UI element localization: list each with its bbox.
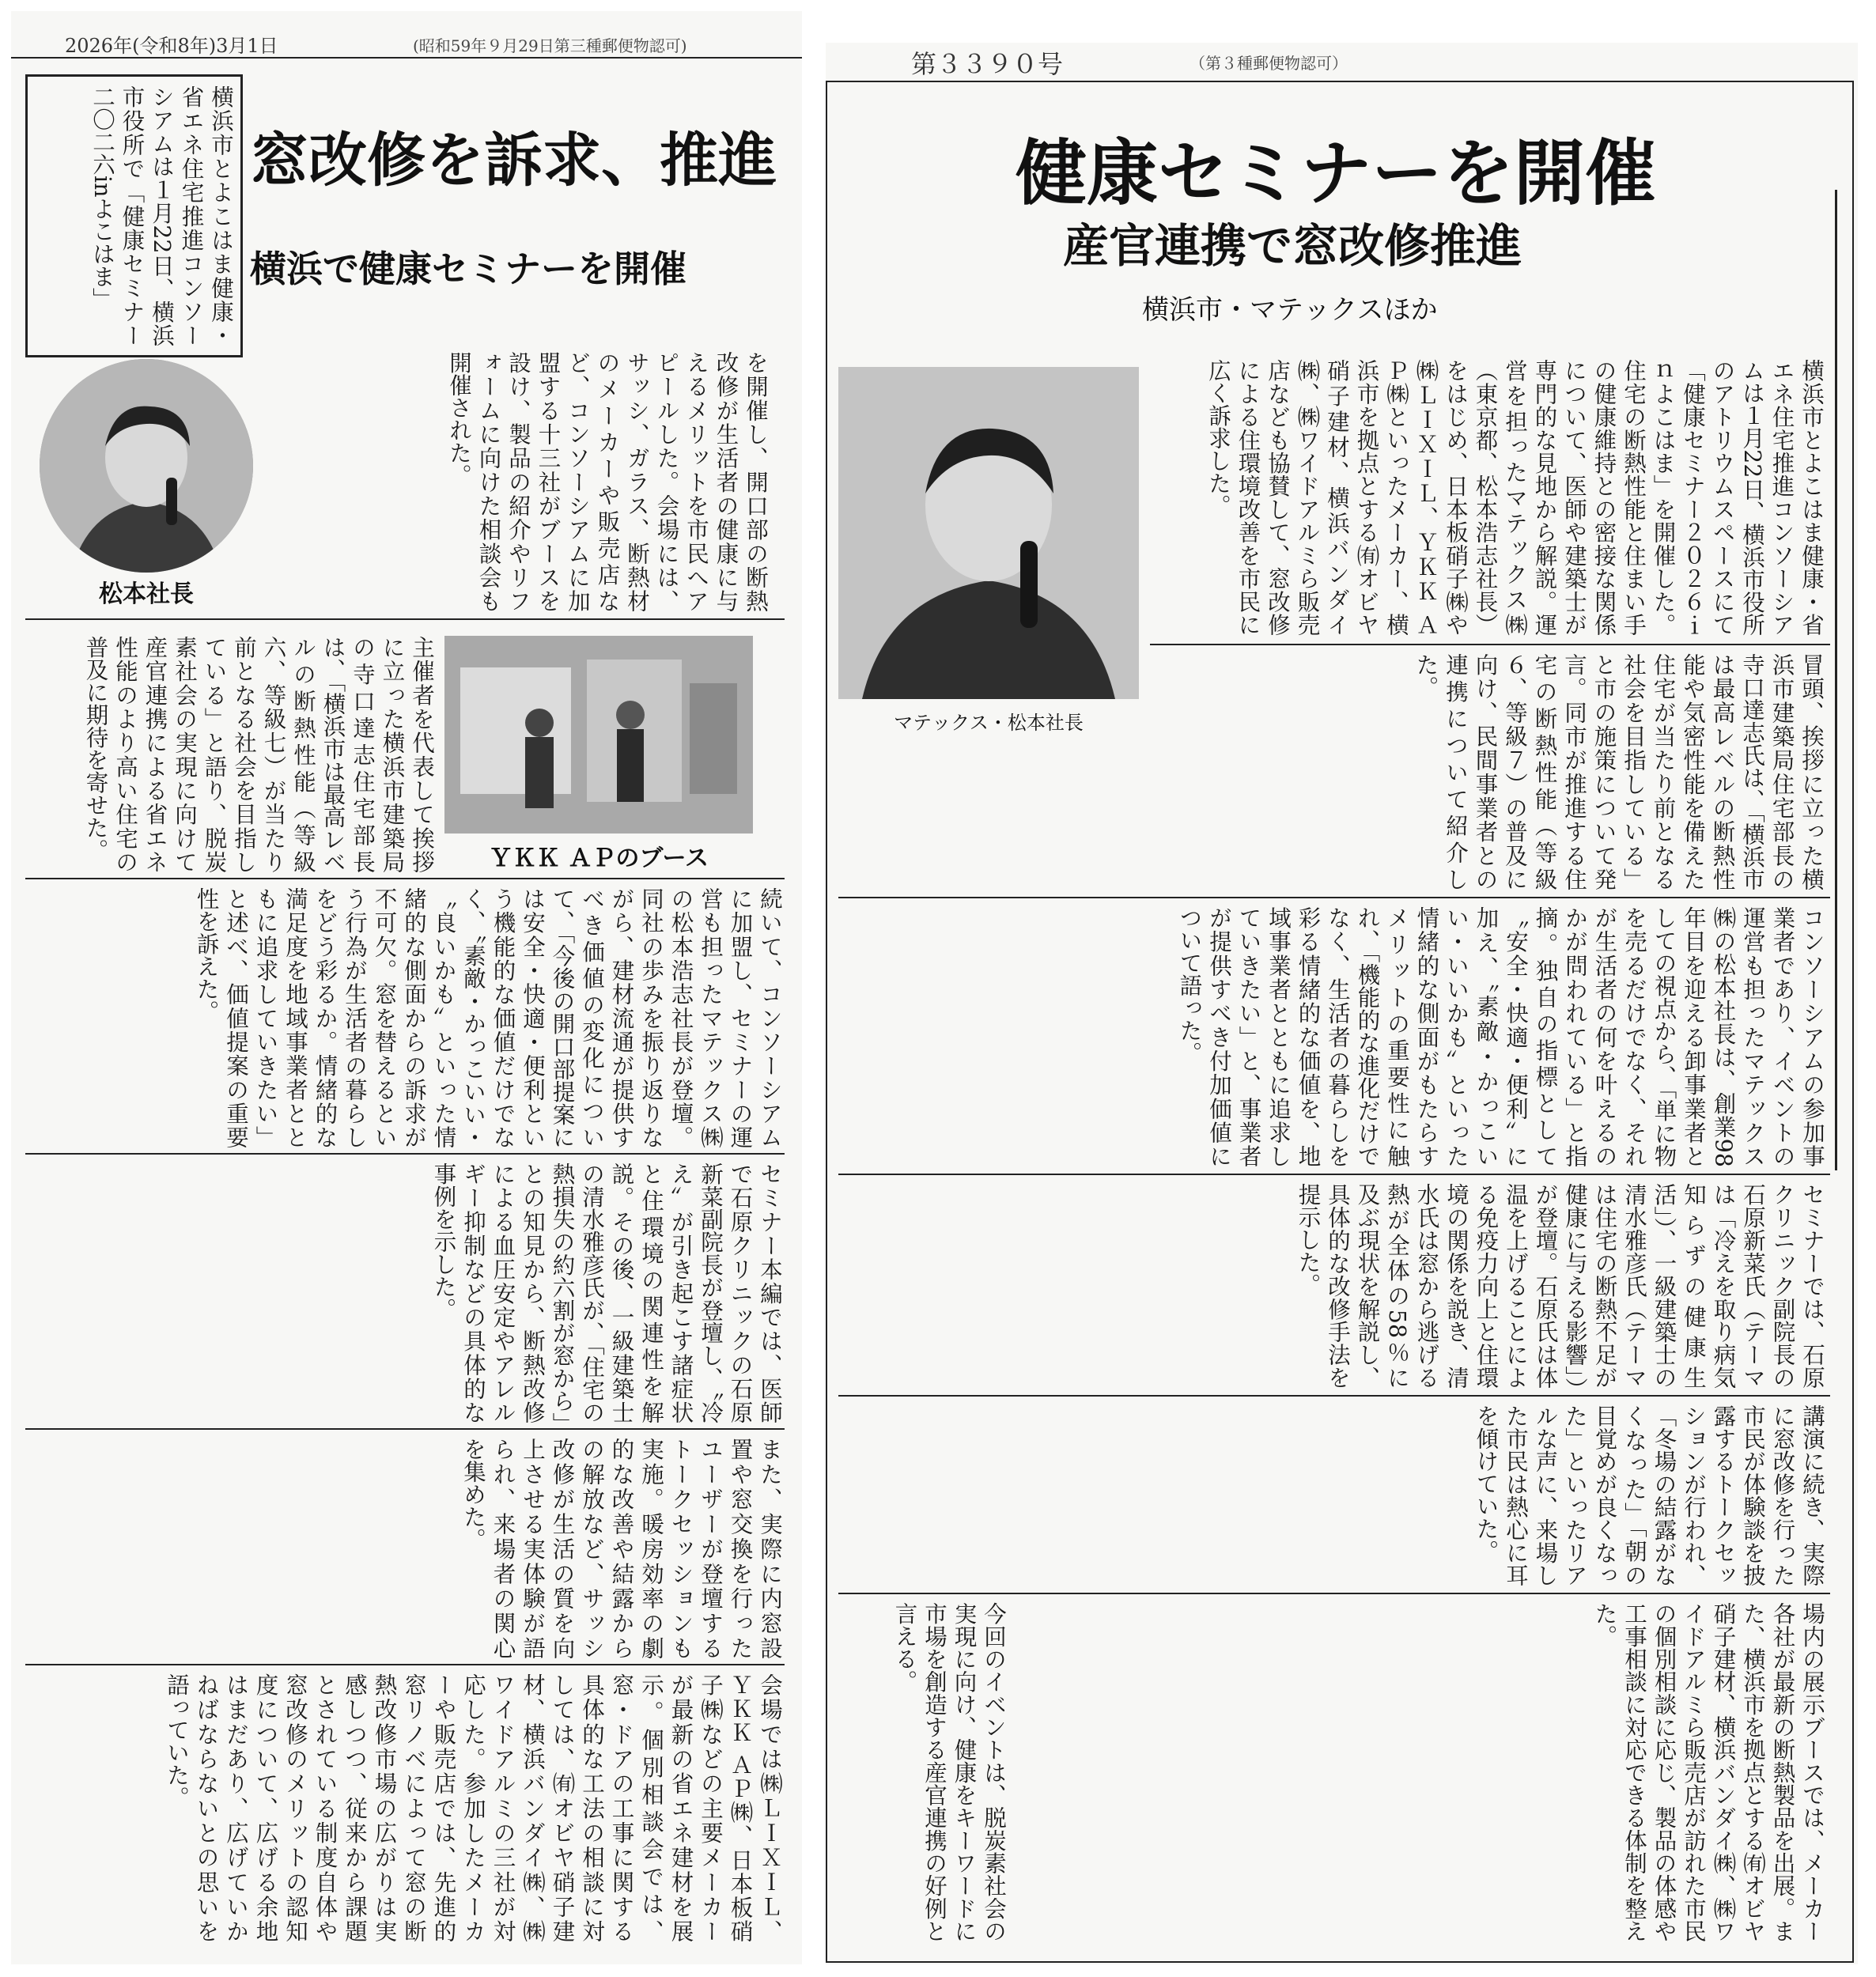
right-tier-rule-4 <box>838 1395 1830 1397</box>
right-paragraph-3: コンソーシアムの参加事業者であり、イベントの運営も担ったマテックス㈱の松本社長は、創業98年目を迎える卸事業者としての視点から、「単に物を売るだけでなく、それが生活者の何を叶えるのかが問われている」と指摘。独自の指標として〝安全・快適・便利〟に加え、〝素敵・かっこいい・いいかも〟といった情緒的な側面がもたらすメリットの重要性に触れ、「機能的な進化だけでなく、生活者の暮らしを彩る情緒的な価値を、地域事業者とともに追求していきたい」と、事業者が提供すべき付加価値について語った。 <box>1176 906 1825 1167</box>
left-portrait-caption: 松本社長 <box>99 580 194 608</box>
right-paragraph-7: 今回のイベントは、脱炭素社会の実現に向け、健康をキーワードに市場を創造する産官連携の好例と言える。 <box>891 1602 1007 1942</box>
left-top-rule <box>11 57 802 59</box>
left-booth-caption: ＹＫＫ ＡＰのブース <box>488 845 709 872</box>
left-paragraph-1: を開催し、開口部の断熱改修が生活者の健康に与えるメリットを市民へアピールした。会場には、サッシ、ガラス、断熱材のメーカーや販売店など、コンソーシアムに加盟する十三社がブースを設け、製品の紹介やリフォームに向けた相談会も開催された。 <box>446 351 769 612</box>
person-illustration <box>838 367 1139 699</box>
left-lead-text: 横浜市とよこはま健康・省エネ住宅推進コンソーシアムは１月22日、横浜市役所で「健康セミナー二〇二六inよこはま」 <box>89 85 234 346</box>
left-tier-rule-3 <box>25 1153 785 1155</box>
left-tier-rule-5 <box>25 1664 785 1665</box>
person-illustration <box>40 359 253 573</box>
right-byline: 横浜市・マテックスほか <box>1142 294 1438 326</box>
left-paragraph-3: 続いて、コンソーシアムに加盟し、セミナーの運営も担ったマテックス㈱の松本浩志社長が登壇。同社の歩みを振り返りながら、建材流通が提供すべき価値の変化について、「今後の開口部提案には安全・快適・便利という機能的な価値だけでなく、〝素敵・かっこいい・〝良いかも〟といった情緒的な側面からの訴求が不可欠。窓を替えるという行為が生活者の暮らしをどう彩るか。情緒的な満足度を地域事業者とともに追求していきたい」と述べ、価値提案の重要性を訴えた。 <box>193 887 783 1148</box>
left-paragraph-2: 主催者を代表して挨拶に立った横浜市建築局の寺口達志住宅部長は、「横浜市は最高レベルの断熱性能（等級六、等級七）が当たり前となる社会を目指している」と語り、脱炭素社会の実現に向けて産官連携による省エネ性能のより高い住宅の普及に期待を寄せた。 <box>82 636 435 873</box>
right-tier-rule-5 <box>838 1593 1830 1594</box>
right-issue-number: 第３３９０号 <box>911 49 1064 79</box>
right-paragraph-2: 冒頭、挨拶に立った横浜市建築局住宅部長の寺口達志氏は、「横浜市は最高レベルの断熱性能や気密性能を備えた住宅が当たり前となる社会を目指している」と市の施策について発言。同市が推進する住宅の断熱性能（等級６、等級７）の普及に向け、民間事業者との連携について紹介した。 <box>1413 653 1825 890</box>
left-headline: 窓改修を訴求、推進 <box>250 127 777 195</box>
booth-illustration <box>444 636 753 834</box>
left-permit-note: (昭和59年９月29日第三種郵便物認可) <box>413 36 687 55</box>
right-paragraph-1: 横浜市とよこはま健康・省エネ住宅推進コンソーシアムは１月22日、横浜市役所のアトリウムスペースにて「健康セミナー２０２６ｉｎよこはま」を開催した。住宅の断熱性能と住まい手の健康維持との密接な関係について、医師や建築士が専門的な見地から解説。運営を担ったマテックス㈱（東京都、松本浩志社長）をはじめ、日本板硝子㈱や㈱ＬＩＸＩＬ、ＹＫＫ ＡＰ㈱といったメーカー、横浜市を拠点とする㈲オビヤ硝子建材、横浜バンダイ㈱、㈱ワイドアルミら販売店なども協賛して、窓改修による住環境改善を市民に広く訴求した。 <box>1205 359 1825 636</box>
left-clipping <box>11 11 802 1964</box>
right-tier-rule-3 <box>838 1174 1830 1175</box>
right-paragraph-5: 講演に続き、実際に窓改修を行った市民が体験談を披露するトークセッションが行われ、「冬場の結露がなくなった」「朝の目覚めが良くなった」といったリアルな声に、来場した市民は熱心に耳を傾けていた。 <box>1473 1404 1825 1586</box>
right-photo-caption: マテックス・松本社長 <box>894 712 1084 734</box>
right-headline-rule <box>1835 190 1837 1170</box>
right-portrait-photo <box>838 367 1139 699</box>
right-headline: 健康セミナーを開催 <box>1016 132 1656 215</box>
left-portrait-photo <box>40 359 253 573</box>
right-tier-rule-1 <box>1150 644 1830 645</box>
left-tier-rule-2 <box>25 878 785 879</box>
left-paragraph-4: セミナー本編では、医師で石原クリニックの石原新菜副院長が登壇し、〝冷え〟が引き起こす諸症状と住環境の関連性を解説。その後、一級建築士の清水雅彦氏が、「住宅の熱損失の約六割が窓から」との知見から、断熱改修による血圧安定やアレルギー抑制などの具体的な事例を示した。 <box>430 1162 783 1423</box>
left-paragraph-5: また、実際に内窓設置や窓交換を行ったユーザーが登壇するトークセッションも実施。暖房効率の劇的な改善や結露からの解放など、サッシ改修が生活の質を向上させる実体験が語られ、来場者の関心を集めた。 <box>460 1438 783 1659</box>
right-permit-note: （第３種郵便物認可） <box>1190 54 1348 73</box>
right-tier-rule-2 <box>838 897 1830 898</box>
left-tier-rule-1 <box>25 618 785 620</box>
right-paragraph-6: 場内の展示ブースでは、メーカー各社が最新の断熱製品を出展。また、横浜市を拠点とする㈲オビヤ硝子建材、横浜バンダイ㈱、㈱ワイドアルミら販売店が訪れた市民の個別相談に応じ、製品の体感や工事相談に対応できる体制を整えた。 <box>1591 1602 1825 1942</box>
right-subheadline: 産官連携で窓改修推進 <box>1063 219 1522 273</box>
left-subheadline: 横浜で健康セミナーを開催 <box>250 248 686 290</box>
left-booth-photo <box>444 636 753 834</box>
right-clipping <box>826 43 1858 1964</box>
left-paragraph-6: 会場では㈱ＬＩＸＩＬ、ＹＫＫ ＡＰ㈱、日本板硝子㈱などの主要メーカーが最新の省エネ建材を展示。個別相談会では、窓・ドアの工事に関する具体的な工法の相談に対しては、㈲オビヤ硝子建材、横浜バンダイ㈱、㈱ワイドアルミの三社が対応した。参加したメーカーや販売店では、先進的窓リノベによって窓の断熱改修市場の広がりは実感しつつ、従来から課題とされている制度自体や窓改修のメリットの認知度について、広げる余地はまだあり、広げていかねばならないとの思いを語っていた。 <box>164 1673 783 1942</box>
left-tier-rule-4 <box>25 1428 785 1430</box>
left-date-header: 2026年(令和8年)3月1日 <box>65 35 278 57</box>
right-paragraph-4: セミナーでは、石原クリニック副院長の石原新菜氏（テーマは「冷えを取り病気知らずの健康生活」）、一級建築士の清水雅彦氏（テーマは住宅の断熱不足が健康に与える影響」）が登壇。石原氏は体温を上げることによる免疫力向上と住環境の関係を説き、清水氏は窓から逃げる熱が全体の58％に及ぶ現状を解説し、具体的な改修手法を提示した。 <box>1295 1183 1825 1389</box>
